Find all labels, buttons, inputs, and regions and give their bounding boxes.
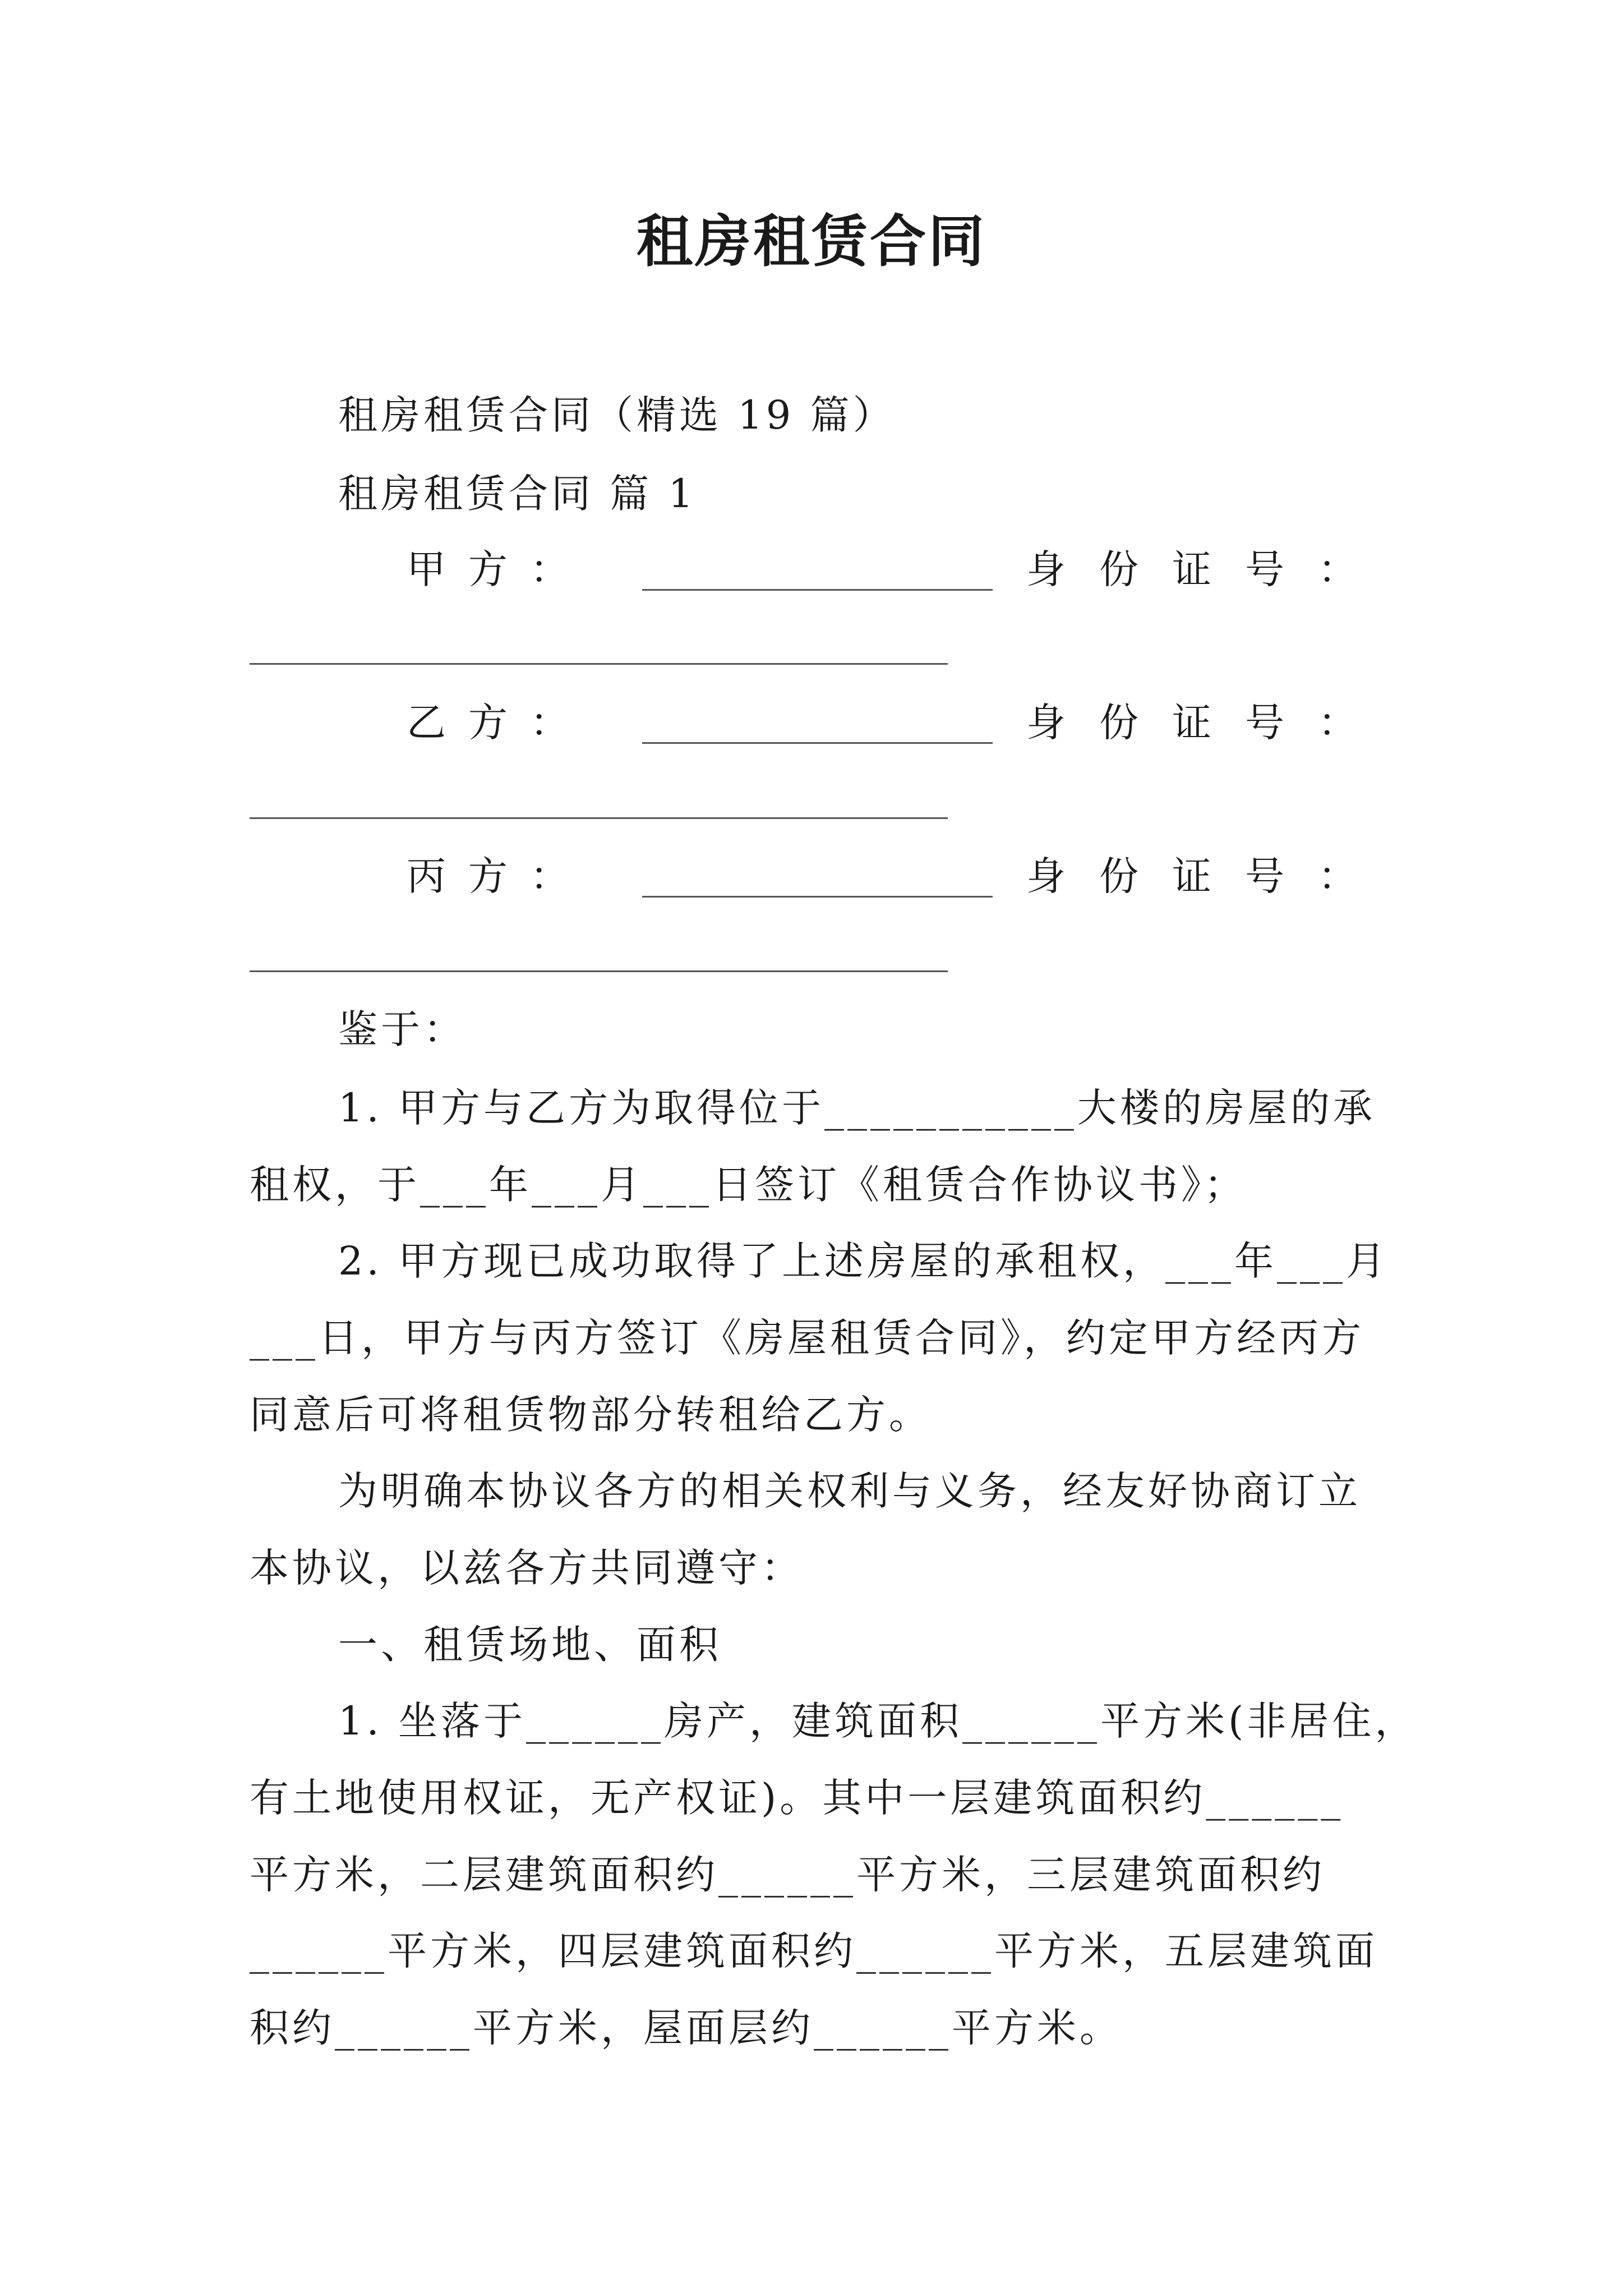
label-char: ： — [530, 853, 569, 899]
party-c-id-label — [1026, 843, 1357, 910]
label-char: ： — [1318, 700, 1357, 746]
whereas-heading: 鉴于： — [338, 1006, 466, 1052]
recital-2-line-2: ___日，甲方与丙方签订《房屋租赁合同》，约定甲方经丙方 — [250, 1315, 1364, 1361]
label-char: 方 — [468, 700, 508, 746]
recital-1-line-1 — [338, 1074, 1376, 1142]
purpose-line-1: 为明确本协议各方的相关权利与义务，经友好协商订立 — [338, 1468, 1361, 1514]
recital-1-line-2: 租权，于___年___月___日签订《租赁合作协议书》； — [250, 1162, 1247, 1208]
label-char: 身 — [1026, 546, 1066, 592]
party-a-name-blank — [642, 589, 993, 591]
purpose-line-2: 本协议，以兹各方共同遵守： — [250, 1545, 804, 1591]
recital-2-line-3: 同意后可将租赁物部分转租给乙方。 — [250, 1392, 932, 1438]
clause-1-line-1: 1. 坐落于______房产，建筑面积______平方米(非居住， — [338, 1698, 1418, 1744]
clause-1-line-3: 平方米，二层建筑面积约______平方米，三层建筑面积约 — [250, 1852, 1325, 1898]
label-char: 方 — [468, 546, 508, 592]
party-c-id-blank — [250, 970, 948, 972]
label-char: 号 — [1245, 853, 1284, 899]
label-char: 份 — [1099, 700, 1138, 746]
party-c-label — [407, 843, 569, 910]
label-char: 号 — [1245, 700, 1284, 746]
label-char: ： — [530, 546, 569, 592]
party-a-label — [407, 536, 569, 603]
label-char: 证 — [1172, 700, 1211, 746]
label-char: 份 — [1099, 853, 1138, 899]
label-char: 身 — [1026, 700, 1066, 746]
document-title: 租房租赁合同 — [637, 208, 986, 274]
recital-1-building-blank: ___________ — [824, 1085, 1078, 1131]
clause-1-line-5: 积约______平方米，屋面层约______平方米。 — [250, 2005, 1122, 2051]
label-char: 身 — [1026, 853, 1066, 899]
label-char: 号 — [1245, 546, 1284, 592]
label-char: ： — [530, 700, 569, 746]
party-a-id-blank — [250, 663, 948, 665]
label-char: 证 — [1172, 853, 1211, 899]
party-b-label — [407, 689, 569, 756]
party-c-name-blank — [642, 896, 993, 898]
label-char: 甲 — [407, 546, 446, 592]
section-1-heading: 一、租赁场地、面积 — [338, 1622, 722, 1668]
recital-1-text-a: 1. 甲方与乙方为取得位于 — [338, 1085, 825, 1131]
party-a-id-label — [1026, 536, 1357, 603]
clause-1-line-4: ______平方米，四层建筑面积约______平方米，五层建筑面 — [250, 1928, 1378, 1974]
party-b-id-label — [1026, 689, 1357, 756]
document-subtitle: 租房租赁合同（精选 19 篇） — [338, 392, 896, 438]
recital-1-text-b: 大楼的房屋的承 — [1077, 1085, 1376, 1131]
party-b-id-blank — [250, 817, 948, 819]
label-char: 乙 — [407, 700, 446, 746]
label-char: 丙 — [407, 853, 446, 899]
label-char: ： — [1318, 546, 1357, 592]
section-heading: 租房租赁合同 篇 1 — [338, 471, 697, 517]
label-char: 方 — [468, 853, 508, 899]
clause-1-line-2: 有土地使用权证，无产权证)。其中一层建筑面积约______ — [250, 1775, 1344, 1821]
label-char: ： — [1318, 853, 1357, 899]
recital-2-line-1: 2. 甲方现已成功取得了上述房屋的承租权，___年___月 — [338, 1238, 1389, 1284]
party-b-name-blank — [642, 742, 993, 744]
label-char: 证 — [1172, 546, 1211, 592]
label-char: 份 — [1099, 546, 1138, 592]
